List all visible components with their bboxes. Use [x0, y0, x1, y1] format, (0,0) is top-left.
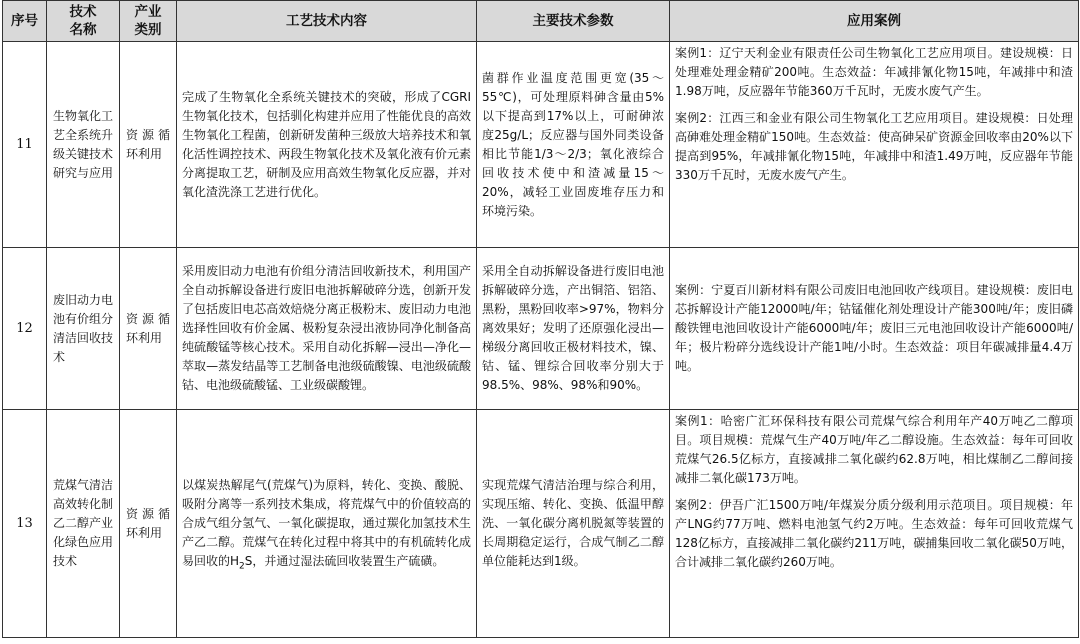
- subscript: 2: [239, 561, 245, 572]
- row-category: 资源循环利用: [120, 410, 177, 638]
- row-index: 13: [3, 410, 47, 638]
- table-row: [3, 248, 1079, 410]
- row-index: 12: [3, 248, 47, 410]
- header-industry: 产业 类别: [120, 1, 177, 42]
- case-item: 案例1：哈密广汇环保科技有限公司荒煤气综合利用年产40万吨乙二醇项目。项目规模：荒煤气生产40万吨/年乙二醇设施。生态效益：每年可回收荒煤气26.5亿标方，直接减排二氧化碳约62.8万吨，相比煤制乙二醇间接减排二氧化碳173万吨。: [675, 414, 1073, 485]
- content-text: 以煤炭热解尾气(荒煤气)为原料，转化、变换、酸脱、吸附分离等一系列技术集成，将荒煤气中的价值较高的合成气组分氢气、一氧化碳提取，通过羰化加氢技术生产乙二醇。荒煤气在转化过程中将其中的有机硫转化成易回收的H: [182, 478, 471, 568]
- content-text-tail: S，并通过湿法硫回收装置生产硫磺。: [244, 554, 445, 568]
- row-tech-name: 荒煤气清洁高效转化制乙二醇产业化绿色应用技术: [47, 410, 120, 638]
- header-index: 序号: [3, 1, 47, 42]
- row-cases: [670, 42, 1079, 248]
- row-tech-name: 生物氧化工艺全系统升级关键技术研究与应用: [47, 42, 120, 248]
- table-header: [3, 1, 1079, 42]
- header-params: 主要技术参数: [477, 1, 670, 42]
- header-tech-name: 技术 名称: [47, 1, 120, 42]
- row-content: 采用废旧动力电池有价组分清洁回收新技术，利用国产全自动拆解设备进行废旧电池拆解破碎分选，创新开发了包括废旧电芯高效焙烧分离正极粉末、废旧动力电池选择性回收有价金属、极粉复杂浸出液协同净化制备高纯硫酸锰等核心技术。采用自动化拆解—浸出—净化—萃取—蒸发结晶等工艺制备电池级硫酸镍、电池级硫酸钴、电池级硫酸锰、工业级碳酸锂。: [177, 248, 477, 410]
- case-item: 案例2：伊吾广汇1500万吨/年煤炭分质分级利用示范项目。项目规模：年产LNG约77万吨、燃料电池氢气约2万吨。生态效益：每年可回收荒煤气128亿标方，直接减排二氧化碳约211万吨，碳捕集回收二氧化碳50万吨，合计减排二氧化碳约260万吨。: [675, 498, 1073, 569]
- row-content: 完成了生物氧化全系统关键技术的突破，形成了CGRI生物氧化技术，包括驯化构建并应用了性能优良的高效生物氧化工程菌，创新研发菌种三级放大培养技术和氧化活性调控技术、两段生物氧化技术及氧化液有价元素分离提取工艺，研制及应用高效生物氧化反应器，并对氧化渣洗涤工艺进行优化。: [177, 42, 477, 248]
- table-row: [3, 410, 1079, 638]
- table-row: [3, 42, 1079, 248]
- case-item: 案例1：辽宁天利金业有限责任公司生物氧化工艺应用项目。建设规模：日处理难处理金精矿200吨。生态效益：年减排氰化物15吨，年减排中和渣1.98万吨，反应器年节能360万千瓦时，无废水废气产生。: [675, 46, 1073, 98]
- case-item: 案例2：江西三和金业有限公司生物氧化工艺应用项目。建设规模：日处理高砷难处理金精矿150吨。生态效益：使高砷呆矿资源金回收率由20%以下提高到95%，年减排氰化物15吨，年减排中和渣1.49万吨，反应器年节能330万千瓦时，无废水废气产生。: [675, 111, 1073, 182]
- row-category: 资源循环利用: [120, 42, 177, 248]
- row-cases: [670, 410, 1079, 638]
- technology-table: [2, 0, 1079, 638]
- header-cases: 应用案例: [670, 1, 1079, 42]
- row-params: 采用全自动拆解设备进行废旧电池拆解破碎分选，产出铜箔、铝箔、黑粉，黑粉回收率>97%，物料分离效果好；发明了还原强化浸出—梯级分离回收正极材料技术，镍、钴、锰、锂综合回收率分别大于98.5%、98%、98%和90%。: [477, 248, 670, 410]
- row-tech-name: 废旧动力电池有价组分清洁回收技术: [47, 248, 120, 410]
- row-content: [177, 410, 477, 638]
- row-params: 实现荒煤气清洁治理与综合利用，实现压缩、转化、变换、低温甲醇洗、一氧化碳分离机脱氮等装置的长周期稳定运行，合成气制乙二醇单位能耗达到1级。: [477, 410, 670, 638]
- row-params: 菌群作业温度范围更宽(35～55℃)，可处理原料砷含量由5%以下提高到17%以上，可耐砷浓度25g/L；反应器与国外同类设备相比节能1/3～2/3；氧化液综合回收技术使中和渣减量15～20%，减轻工业固废堆存压力和环境污染。: [477, 42, 670, 248]
- header-content: 工艺技术内容: [177, 1, 477, 42]
- row-index: 11: [3, 42, 47, 248]
- row-category: 资源循环利用: [120, 248, 177, 410]
- case-item: 案例：宁夏百川新材料有限公司废旧电池回收产线项目。建设规模：废旧电芯拆解设计产能12000吨/年；钴锰催化剂处理设计产能300吨/年；废旧磷酸铁锂电池回收设计产能6000吨/年；废旧三元电池回收设计产能6000吨/年；极片粉碎分选线设计产能1吨/小时。生态效益：项目年碳减排量4.4万吨。: [675, 283, 1073, 373]
- row-cases: [670, 248, 1079, 410]
